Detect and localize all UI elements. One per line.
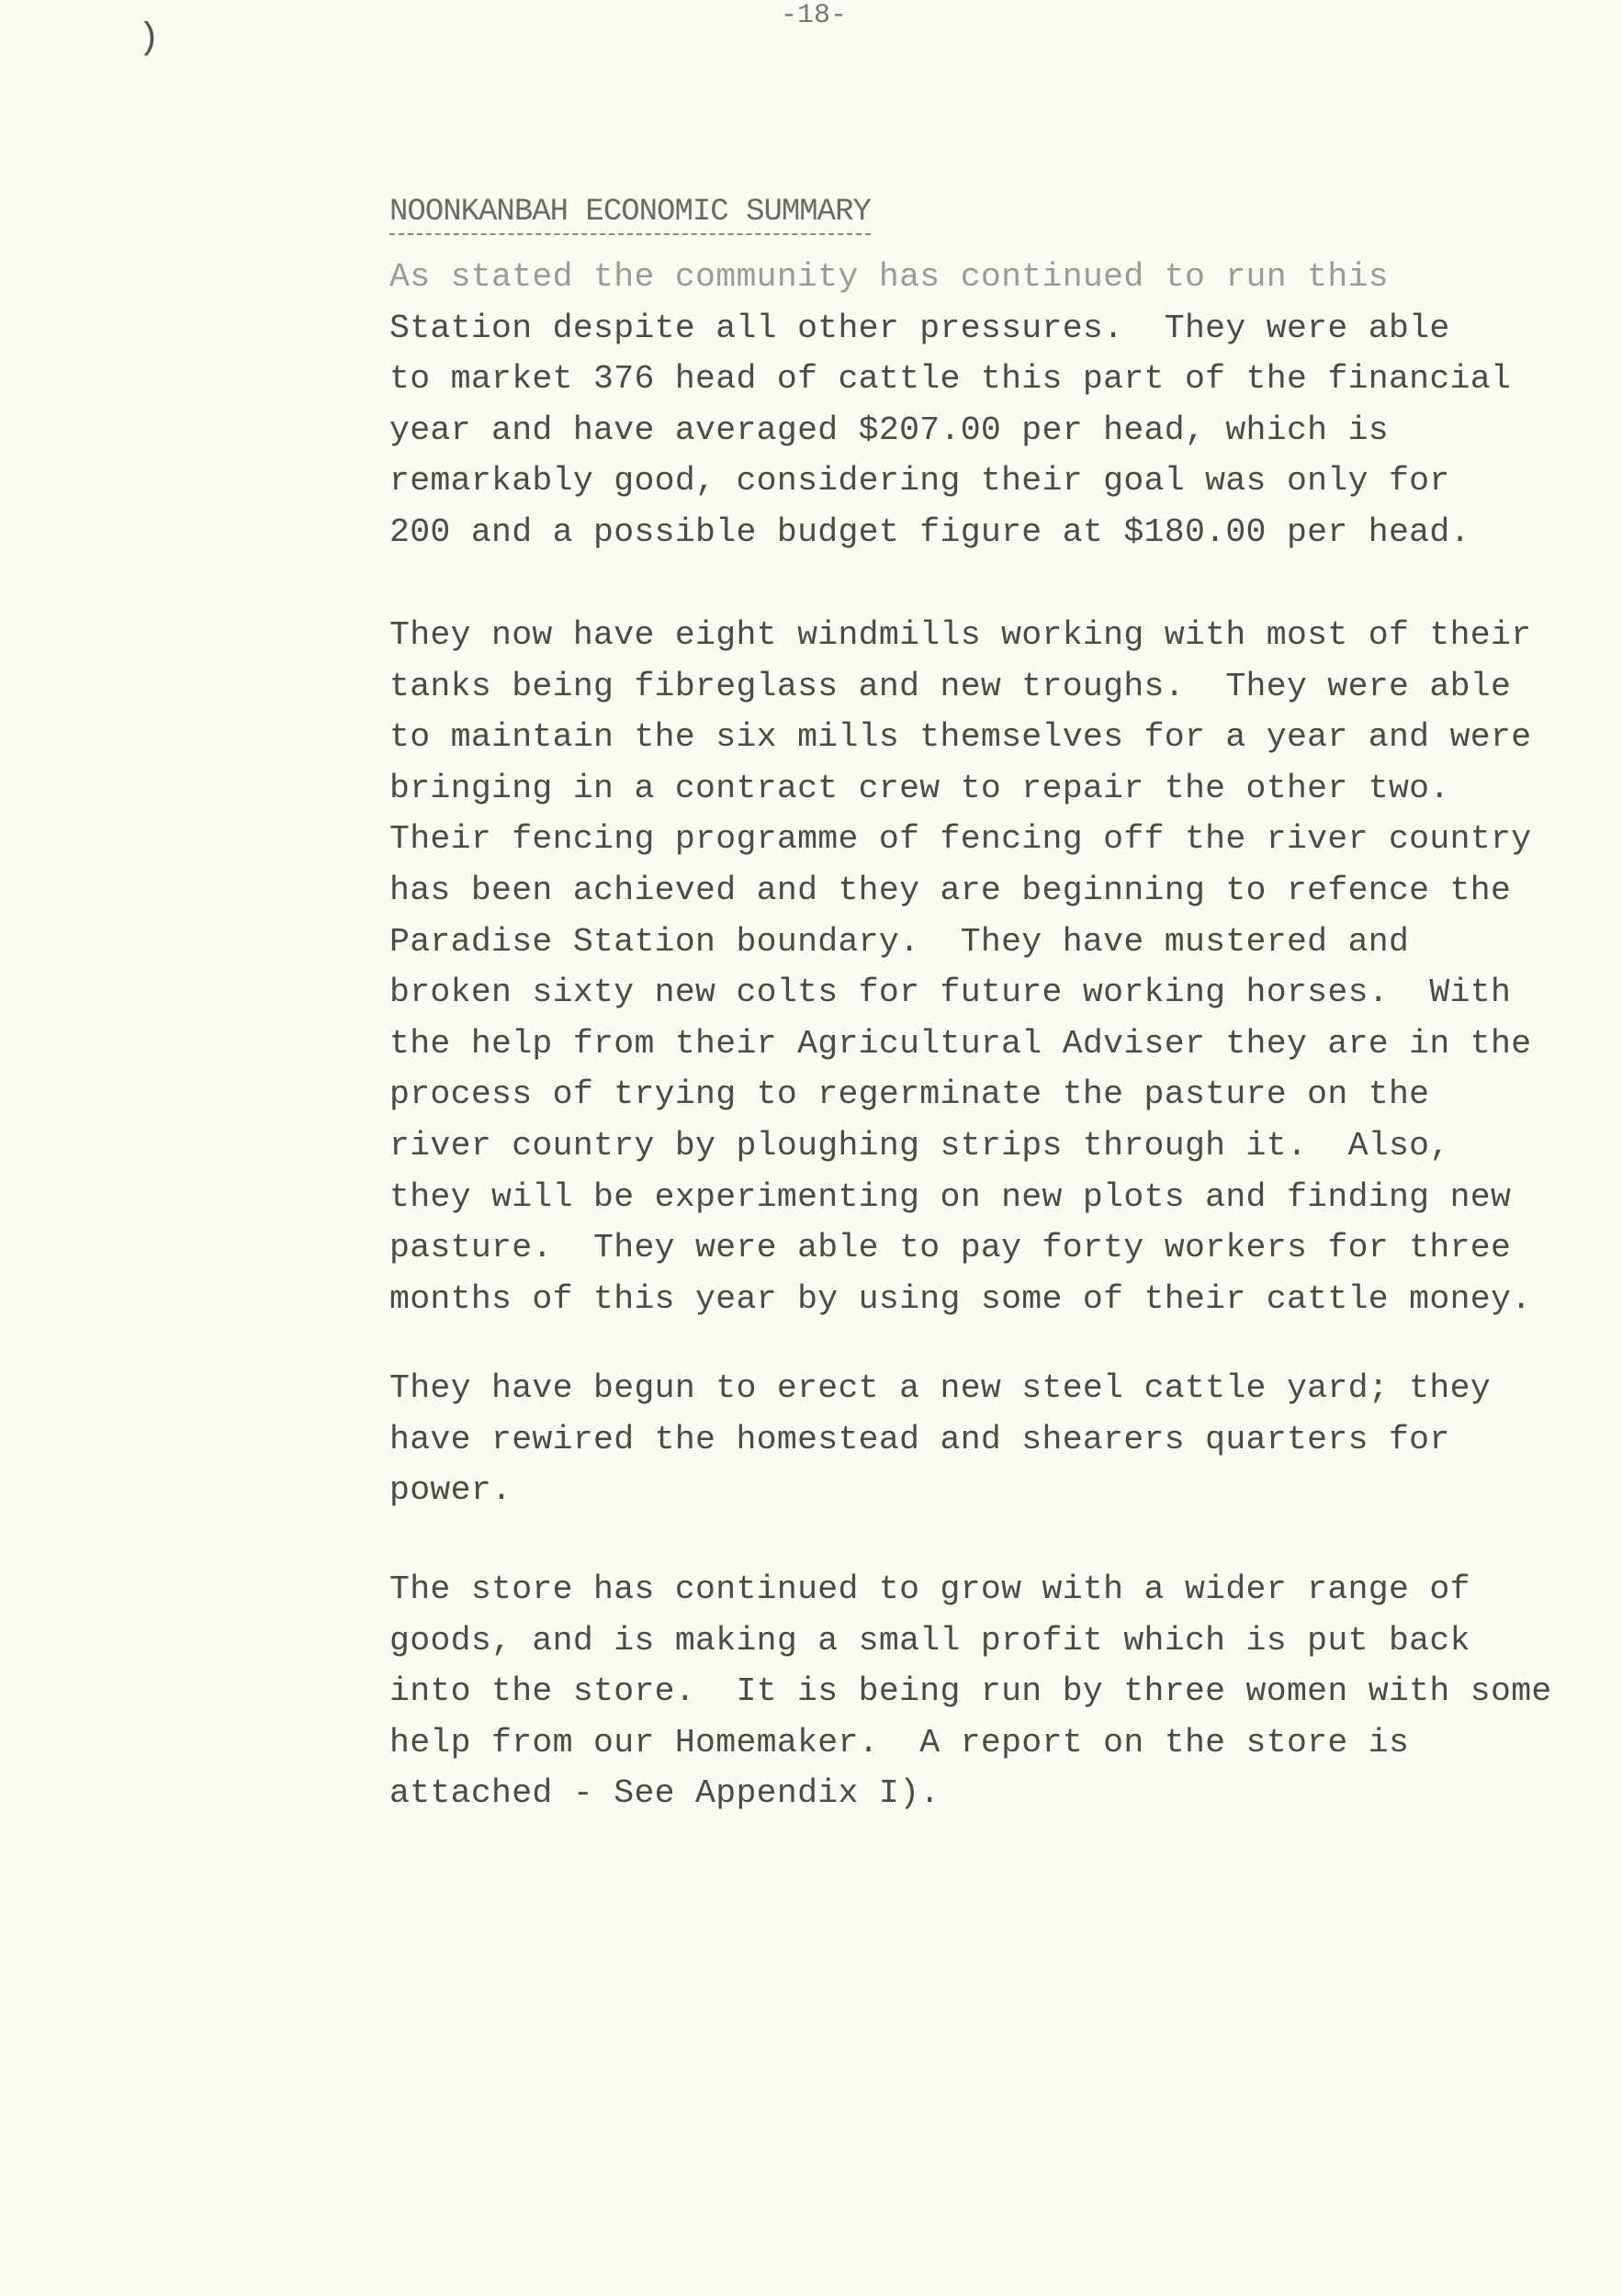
paragraph-2 <box>389 610 1531 1324</box>
text-line: They have begun to erect a new steel cattle yard; they <box>389 1369 1491 1407</box>
text-line: attached - See Appendix I). <box>389 1774 941 1813</box>
text-line: the help from their Agricultural Adviser they are in the <box>389 1024 1532 1063</box>
text-line: help from our Homemaker. A report on the store is <box>389 1723 1410 1761</box>
section-title: NOONKANBAH ECONOMIC SUMMARY <box>389 195 871 235</box>
text-line: 200 and a possible budget figure at $180.00 per head. <box>389 512 1470 551</box>
text-line: They now have eight windmills working with most of their <box>389 616 1532 654</box>
text-line: have rewired the homestead and shearers quarters for <box>389 1420 1450 1458</box>
text-line: months of this year by using some of their cattle money. <box>389 1279 1532 1318</box>
text-line: Station despite all other pressures. They were able <box>389 309 1450 347</box>
text-line: to market 376 head of cattle this part of the financial <box>389 360 1512 399</box>
text-line: Paradise Station boundary. They have mustered and <box>389 922 1410 961</box>
text-line: they will be experimenting on new plots and finding new <box>389 1177 1512 1216</box>
text-line: into the store. It is being run by three women with some <box>389 1672 1552 1711</box>
text-line: Their fencing programme of fencing off the river country <box>389 820 1532 859</box>
text-line: pasture. They were able to pay forty workers for three <box>389 1229 1512 1267</box>
text-line: goods, and is making a small profit which is put back <box>389 1621 1470 1660</box>
text-line: process of trying to regerminate the pasture on the <box>389 1075 1430 1114</box>
text-line: The store has continued to grow with a wider range of <box>389 1570 1470 1608</box>
text-line: remarkably good, considering their goal was only for <box>389 462 1450 501</box>
paragraph-3 <box>389 1363 1491 1516</box>
text-line: broken sixty new colts for future working horses. With <box>389 974 1512 1012</box>
text-line: bringing in a contract crew to repair the other two. <box>389 769 1450 807</box>
text-line: river country by ploughing strips through it. Also, <box>389 1126 1450 1165</box>
margin-mark: ) <box>138 18 161 60</box>
text-line: year and have averaged $207.00 per head, which is <box>389 411 1389 449</box>
text-line: power. <box>389 1471 513 1510</box>
paragraph-1 <box>389 252 1511 558</box>
text-line: tanks being fibreglass and new troughs. They were able <box>389 667 1512 705</box>
text-line: to maintain the six mills themselves for a year and were <box>389 718 1532 757</box>
text-line: has been achieved and they are beginning to refence the <box>389 871 1512 909</box>
page-number: -18- <box>781 0 848 31</box>
text-line: As stated the community has continued to run this <box>389 258 1389 296</box>
paragraph-4 <box>389 1564 1552 1819</box>
